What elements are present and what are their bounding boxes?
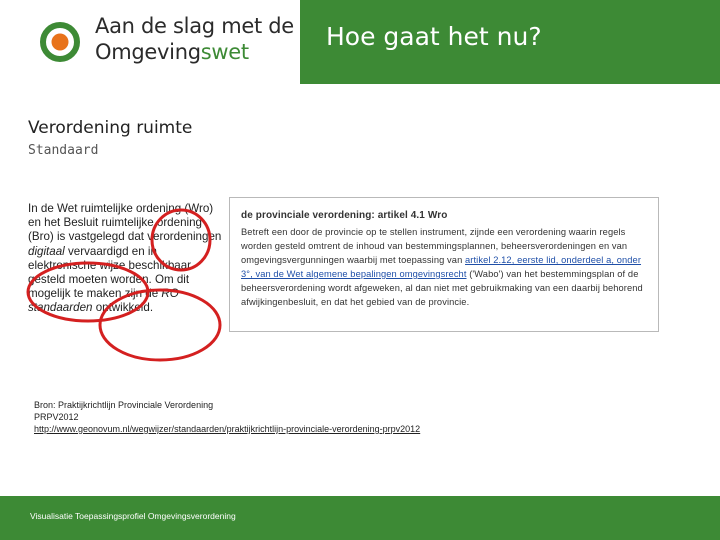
body-emphasis-digitaal: digitaal: [28, 244, 65, 258]
body-emphasis-ro-standaarden: RO standaarden: [28, 287, 179, 315]
header-bar: [0, 0, 720, 84]
footer-bar: [0, 496, 720, 540]
source-citation: [34, 399, 420, 435]
logo-area: [0, 0, 300, 84]
logo-text-line2: [95, 40, 249, 64]
body-text-part3: ontwikkeld.: [92, 301, 154, 315]
body-text-part1: In de Wet ruimtelijke ordening (Wro) en het Besluit ruimtelijke ordening (Bro) is vastgelegd dat verordeningen: [28, 202, 222, 244]
quote-content: [241, 209, 653, 309]
slide-subtitle: Standaard: [28, 143, 99, 158]
quote-text-part2: ('Wabo') van het bestemmingsplan of de beheersverordening wordt afgeweken, al dan niet met gebruikmaking van een daarbij behorend afwijkingenbesluit, en dat het gebied van de provincie.: [241, 269, 643, 307]
quote-text: [241, 225, 653, 309]
quote-panel: [229, 197, 659, 332]
header-title: Hoe gaat het nu?: [326, 22, 542, 51]
quote-article-link[interactable]: artikel 2.12, eerste lid, onderdeel a, onder 3°, van de Wet algemene bepalingen omgevingsrecht: [241, 255, 642, 279]
logo-text-line1: Aan de slag met de: [95, 14, 294, 38]
body-paragraph: [28, 202, 228, 316]
slide-title: Verordening ruimte: [28, 118, 193, 138]
footer-text: Visualisatie Toepassingsprofiel Omgevingsverordening: [30, 511, 236, 521]
body-text-part2: vervaardigd en in elektronische wijze beschikbaar gesteld moeten worden. Om dit mogelijk te maken zijn de: [28, 244, 192, 301]
quote-text-part1: Betreft een door de provincie op te stellen instrument, zijnde een verordening waarin regels worden gesteld omtrent de inhoud van bestemmingsplannen, beheersverordeningen en van omgevingsvergunningen waarbij met toepassing van: [241, 227, 628, 265]
source-line2: PRPV2012: [34, 412, 79, 422]
logo-text-swet: swet: [200, 40, 249, 64]
quote-heading: de provinciale verordening: artikel 4.1 Wro: [241, 210, 448, 221]
logo-text-omgeving: Omgeving: [95, 40, 201, 64]
source-line1: Bron: Praktijkrichtlijn Provinciale Verordening: [34, 400, 214, 410]
source-url-link[interactable]: http://www.geonovum.nl/wegwijzer/standaarden/praktijkrichtlijn-provinciale-verordening-prpv2012: [34, 424, 421, 434]
omgevingswet-ring-icon: [38, 20, 82, 64]
